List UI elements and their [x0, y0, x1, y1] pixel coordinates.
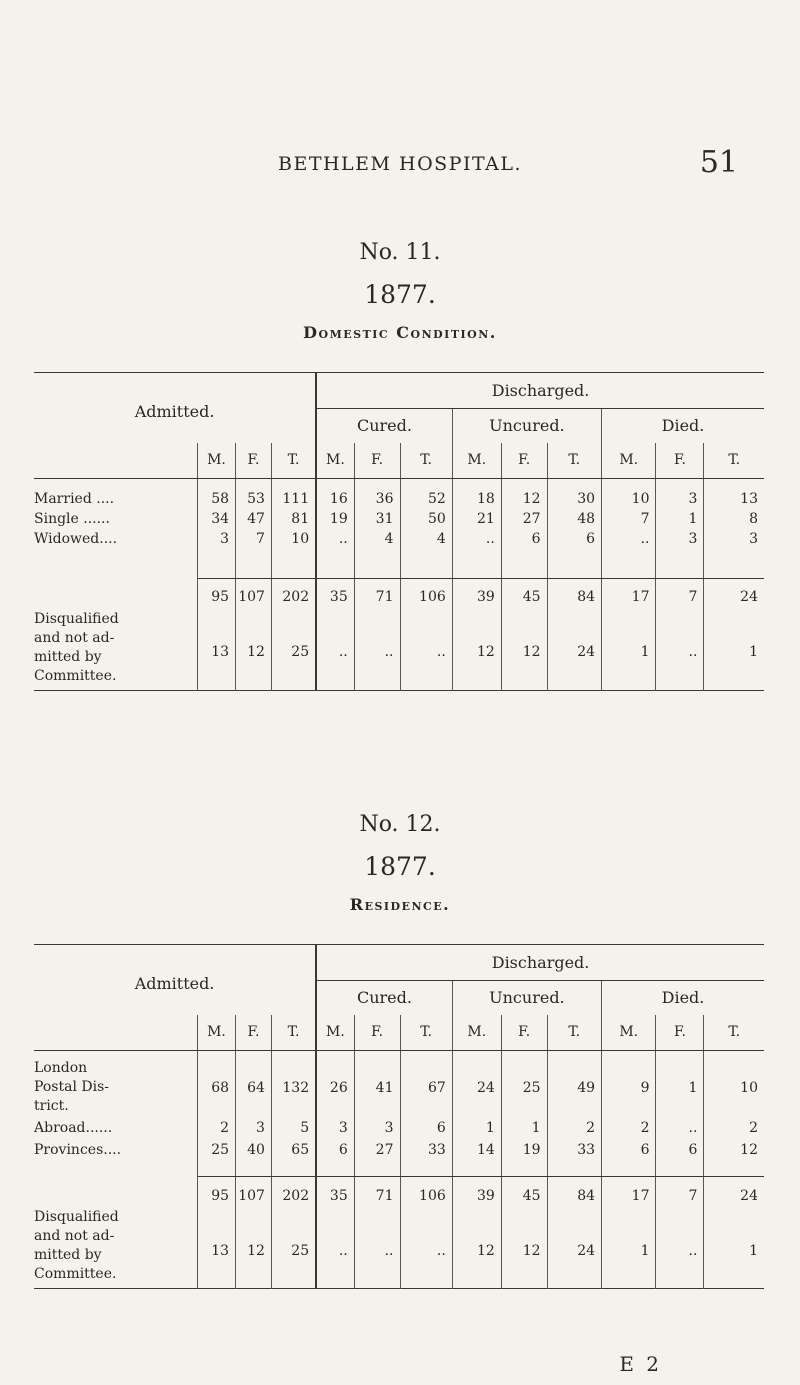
cell: 4: [400, 529, 452, 549]
row-label: Single ......: [34, 509, 197, 529]
table-row: [34, 1059, 764, 1117]
cell: 25: [271, 615, 316, 691]
cell: 12: [501, 489, 547, 509]
cell: 1: [501, 1117, 547, 1139]
cell: 10: [740, 1079, 758, 1096]
cell: 12: [501, 1215, 547, 1289]
total-cell: 7: [656, 1177, 704, 1215]
header-m: M.: [452, 1015, 501, 1051]
cell: 3: [197, 529, 235, 549]
cell: 47: [236, 509, 272, 529]
disqualified-label: Disqualified: [34, 1209, 119, 1225]
cell: 24: [547, 1215, 601, 1289]
total-cell: 84: [547, 579, 601, 615]
total-cell: 95: [197, 1177, 235, 1215]
cell: 3: [354, 1117, 400, 1139]
header-t: T.: [271, 1015, 316, 1051]
cell: 7: [236, 529, 272, 549]
table-number: No. 12.: [359, 812, 441, 837]
cell: 50: [400, 509, 452, 529]
cell: ..: [354, 1215, 400, 1289]
table-year: 1877.: [364, 852, 436, 881]
disqualified-label: Committee.: [34, 668, 117, 684]
total-cell: 95: [197, 579, 235, 615]
cell: 3: [236, 1117, 272, 1139]
cell: ..: [656, 1117, 704, 1139]
cell: ..: [400, 1215, 452, 1289]
domestic-condition-table: [34, 372, 764, 691]
total-cell: 45: [501, 579, 547, 615]
cell: 34: [197, 509, 235, 529]
cell: 24: [452, 1059, 501, 1117]
residence-table: [34, 944, 764, 1289]
cell: 25: [501, 1059, 547, 1117]
disqualified-label: and not ad-: [34, 1228, 115, 1244]
cell: 33: [400, 1139, 452, 1161]
row-label: Widowed....: [34, 529, 197, 549]
cell: 2: [749, 1119, 758, 1136]
cell: 2: [547, 1117, 601, 1139]
header-uncured: Uncured.: [452, 981, 601, 1015]
header-m: M.: [316, 443, 354, 479]
header-admitted: Admitted.: [34, 373, 316, 443]
total-cell: 35: [316, 579, 354, 615]
row-label: London: [34, 1060, 88, 1076]
cell: ..: [354, 615, 400, 691]
cell: 19: [316, 509, 354, 529]
total-cell: 39: [452, 1177, 501, 1215]
header-f: F.: [236, 1015, 272, 1051]
table-row: [34, 529, 764, 549]
total-row: [34, 579, 764, 615]
table-row: [34, 1139, 764, 1161]
table-row: [34, 1117, 764, 1139]
total-cell: 202: [271, 579, 316, 615]
cell: 67: [400, 1059, 452, 1117]
cell: 12: [501, 615, 547, 691]
header-m: M.: [452, 443, 501, 479]
header-discharged: Discharged.: [316, 945, 764, 981]
cell: ..: [602, 529, 656, 549]
row-label: Postal Dis-: [34, 1079, 109, 1095]
total-cell: 7: [656, 579, 704, 615]
header-m: M.: [197, 1015, 235, 1051]
total-cell: 24: [740, 588, 758, 605]
total-row: [34, 1177, 764, 1215]
total-cell: 84: [547, 1177, 601, 1215]
total-cell: 39: [452, 579, 501, 615]
cell: 33: [547, 1139, 601, 1161]
cell: 1: [656, 509, 704, 529]
cell: 13: [197, 615, 235, 691]
cell: 24: [547, 615, 601, 691]
cell: ..: [316, 1215, 354, 1289]
cell: 5: [271, 1117, 316, 1139]
header-m: M.: [602, 443, 656, 479]
signature-mark: E 2: [619, 1352, 662, 1376]
cell: 81: [271, 509, 316, 529]
total-cell: 106: [400, 579, 452, 615]
cell: 1: [656, 1059, 704, 1117]
cell: 3: [656, 529, 704, 549]
total-cell: 71: [354, 579, 400, 615]
cell: 6: [656, 1139, 704, 1161]
total-cell: 202: [271, 1177, 316, 1215]
header-cured: Cured.: [316, 981, 452, 1015]
header-m: M.: [602, 1015, 656, 1051]
table-row: [34, 489, 764, 509]
header-m: M.: [316, 1015, 354, 1051]
cell: 25: [197, 1139, 235, 1161]
header-admitted: Admitted.: [34, 945, 316, 1015]
header-cured: Cured.: [316, 409, 452, 443]
cell: 27: [354, 1139, 400, 1161]
cell: 21: [452, 509, 501, 529]
running-head: [0, 145, 800, 185]
cell: 6: [400, 1117, 452, 1139]
cell: 52: [400, 489, 452, 509]
header-m: M.: [197, 443, 235, 479]
cell: 68: [197, 1059, 235, 1117]
header-uncured: Uncured.: [452, 409, 601, 443]
cell: 6: [501, 529, 547, 549]
row-label: Abroad......: [34, 1117, 197, 1139]
disqualified-label: mitted by: [34, 649, 102, 665]
cell: 12: [740, 1141, 758, 1158]
cell: 1: [452, 1117, 501, 1139]
cell: 7: [602, 509, 656, 529]
total-cell: 107: [236, 1177, 272, 1215]
running-title: BETHLEM HOSPITAL.: [277, 153, 523, 175]
header-f: F.: [656, 443, 704, 479]
header-t: T.: [547, 1015, 601, 1051]
cell: 3: [656, 489, 704, 509]
total-cell: 71: [354, 1177, 400, 1215]
total-cell: 106: [400, 1177, 452, 1215]
header-blank: [34, 1015, 197, 1051]
cell: 25: [271, 1215, 316, 1289]
row-label: Provinces....: [34, 1139, 197, 1161]
table-row: [34, 509, 764, 529]
cell: 49: [547, 1059, 601, 1117]
cell: 53: [236, 489, 272, 509]
disqualified-label: Disqualified: [34, 611, 119, 627]
header-f: F.: [501, 1015, 547, 1051]
table-title: Residence.: [349, 895, 451, 914]
header-f: F.: [501, 443, 547, 479]
cell: 16: [316, 489, 354, 509]
cell: 12: [236, 615, 272, 691]
cell: ..: [316, 529, 354, 549]
header-died: Died.: [661, 988, 705, 1008]
header-t: T.: [704, 443, 764, 479]
cell: 41: [354, 1059, 400, 1117]
row-label: trict.: [34, 1098, 69, 1114]
total-cell: 35: [316, 1177, 354, 1215]
header-t: T.: [271, 443, 316, 479]
cell: 30: [547, 489, 601, 509]
cell: 31: [354, 509, 400, 529]
cell: 36: [354, 489, 400, 509]
cell: 1: [602, 615, 656, 691]
cell: 3: [749, 530, 758, 547]
cell: 132: [271, 1059, 316, 1117]
cell: 13: [740, 490, 758, 507]
cell: 40: [236, 1139, 272, 1161]
cell: 9: [602, 1059, 656, 1117]
cell: 12: [452, 615, 501, 691]
cell: 4: [354, 529, 400, 549]
table-title: Domestic Condition.: [303, 323, 497, 342]
cell: 2: [602, 1117, 656, 1139]
cell: 65: [271, 1139, 316, 1161]
cell: 12: [452, 1215, 501, 1289]
cell: 64: [236, 1059, 272, 1117]
cell: 26: [316, 1059, 354, 1117]
cell: 1: [602, 1215, 656, 1289]
cell: 14: [452, 1139, 501, 1161]
header-f: F.: [354, 443, 400, 479]
cell: 6: [547, 529, 601, 549]
cell: 18: [452, 489, 501, 509]
cell: 13: [197, 1215, 235, 1289]
disqualified-label: and not ad-: [34, 630, 115, 646]
cell: 10: [271, 529, 316, 549]
cell: 10: [602, 489, 656, 509]
total-cell: 17: [602, 1177, 656, 1215]
cell: 19: [501, 1139, 547, 1161]
header-t: T.: [400, 443, 452, 479]
total-cell: 17: [602, 579, 656, 615]
cell: 111: [271, 489, 316, 509]
header-f: F.: [236, 443, 272, 479]
cell: ..: [400, 615, 452, 691]
table-number: No. 11.: [359, 240, 441, 265]
cell: 8: [749, 510, 758, 527]
cell: ..: [656, 615, 704, 691]
header-t: T.: [400, 1015, 452, 1051]
cell: 27: [501, 509, 547, 529]
cell: ..: [452, 529, 501, 549]
cell: 3: [316, 1117, 354, 1139]
cell: 1: [749, 644, 758, 661]
disqualified-label: Committee.: [34, 1266, 117, 1282]
cell: 12: [236, 1215, 272, 1289]
cell: 58: [197, 489, 235, 509]
row-label: Married ....: [34, 489, 197, 509]
header-t: T.: [704, 1015, 764, 1051]
cell: 6: [602, 1139, 656, 1161]
header-discharged: Discharged.: [316, 373, 764, 409]
cell: 1: [749, 1243, 758, 1260]
cell: ..: [656, 1215, 704, 1289]
header-died: Died.: [661, 416, 705, 436]
cell: 2: [197, 1117, 235, 1139]
total-cell: 45: [501, 1177, 547, 1215]
table-year: 1877.: [364, 280, 436, 309]
header-blank: [34, 443, 197, 479]
header-t: T.: [547, 443, 601, 479]
total-cell: 107: [236, 579, 272, 615]
cell: 6: [316, 1139, 354, 1161]
cell: ..: [316, 615, 354, 691]
header-f: F.: [354, 1015, 400, 1051]
page-number: 51: [699, 145, 738, 180]
total-cell: 24: [740, 1187, 758, 1204]
header-f: F.: [656, 1015, 704, 1051]
cell: 48: [547, 509, 601, 529]
disqualified-label: mitted by: [34, 1247, 102, 1263]
